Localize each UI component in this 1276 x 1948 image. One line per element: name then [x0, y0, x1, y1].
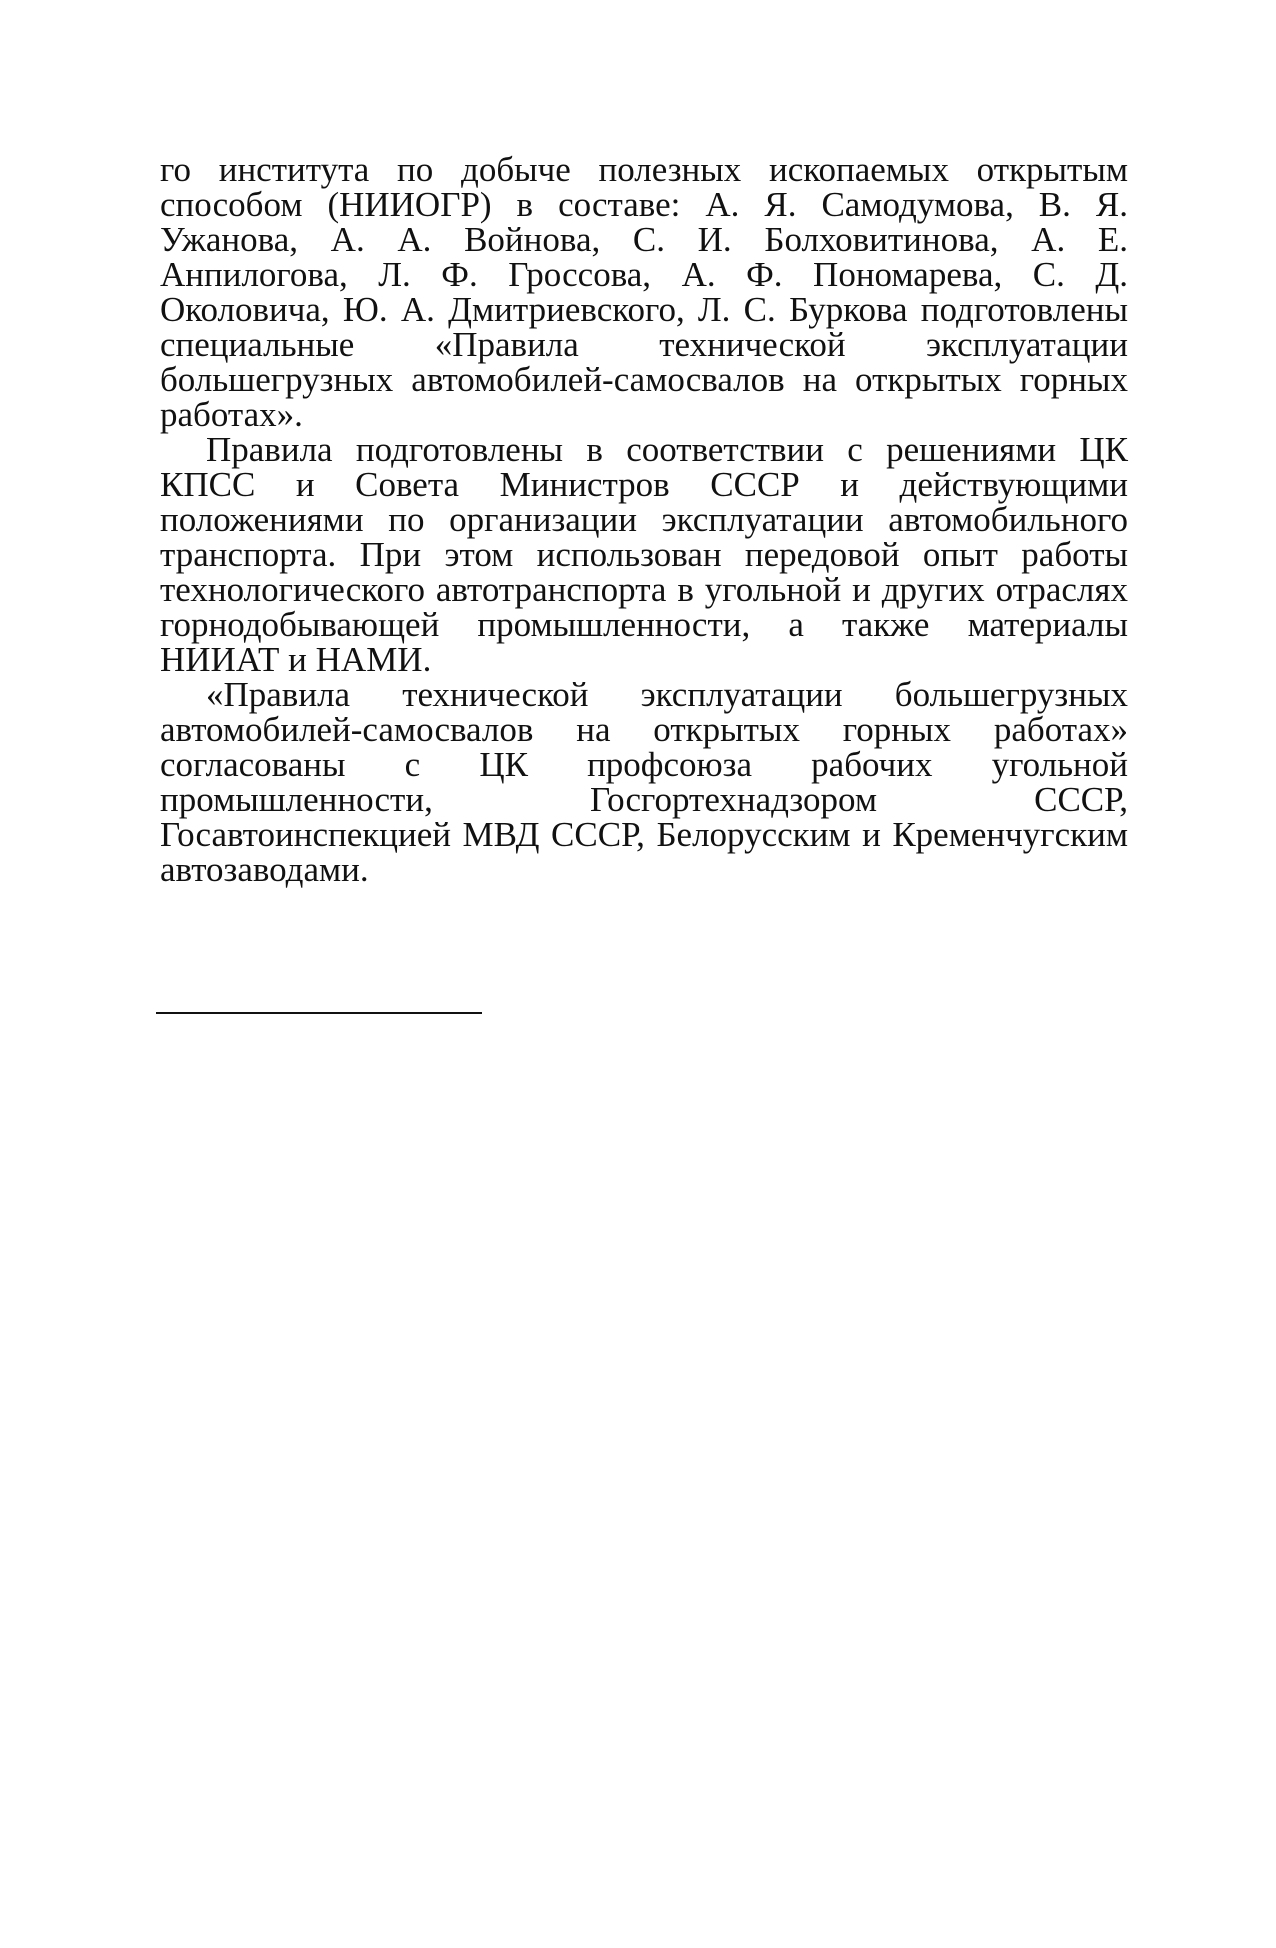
paragraph-basis: Правила подготовлены в соответствии с решениями ЦК КПСС и Совета Министров СССР и действующими положениями по организации эксплуатации автомобильного транспорта. При этом использован передовой опыт работы технологического автотранспорта в угольной и других отраслях горнодобывающей промышленности, а также материалы НИИАТ и НАМИ. — [160, 430, 1128, 679]
body-text — [160, 152, 1128, 887]
paragraph-authors: го института по добыче полезных ископаемых открытым способом (НИИОГР) в составе: А. Я. Самодумова, В. Я. Ужанова, А. А. Войнова, С. И. Болховитинова, А. Е. Анпилогова, Л. Ф. Гроссова, А. Ф. Пономарева, С. Д. Околовича, Ю. А. Дмитриевского, Л. С. Буркова подготовлены специальные «Правила технической эксплуатации большегрузных автомобилей-самосвалов на открытых горных работах». — [160, 150, 1128, 434]
footnote-divider — [156, 1012, 482, 1014]
paragraph-approval: «Правила технической эксплуатации большегрузных автомобилей-самосвалов на открытых горных работах» согласованы с ЦК профсоюза рабочих угольной промышленности, Госгортехнадзором СССР, Госавтоинспекцией МВД СССР, Белорусским и Кременчугским автозаводами. — [160, 675, 1128, 889]
